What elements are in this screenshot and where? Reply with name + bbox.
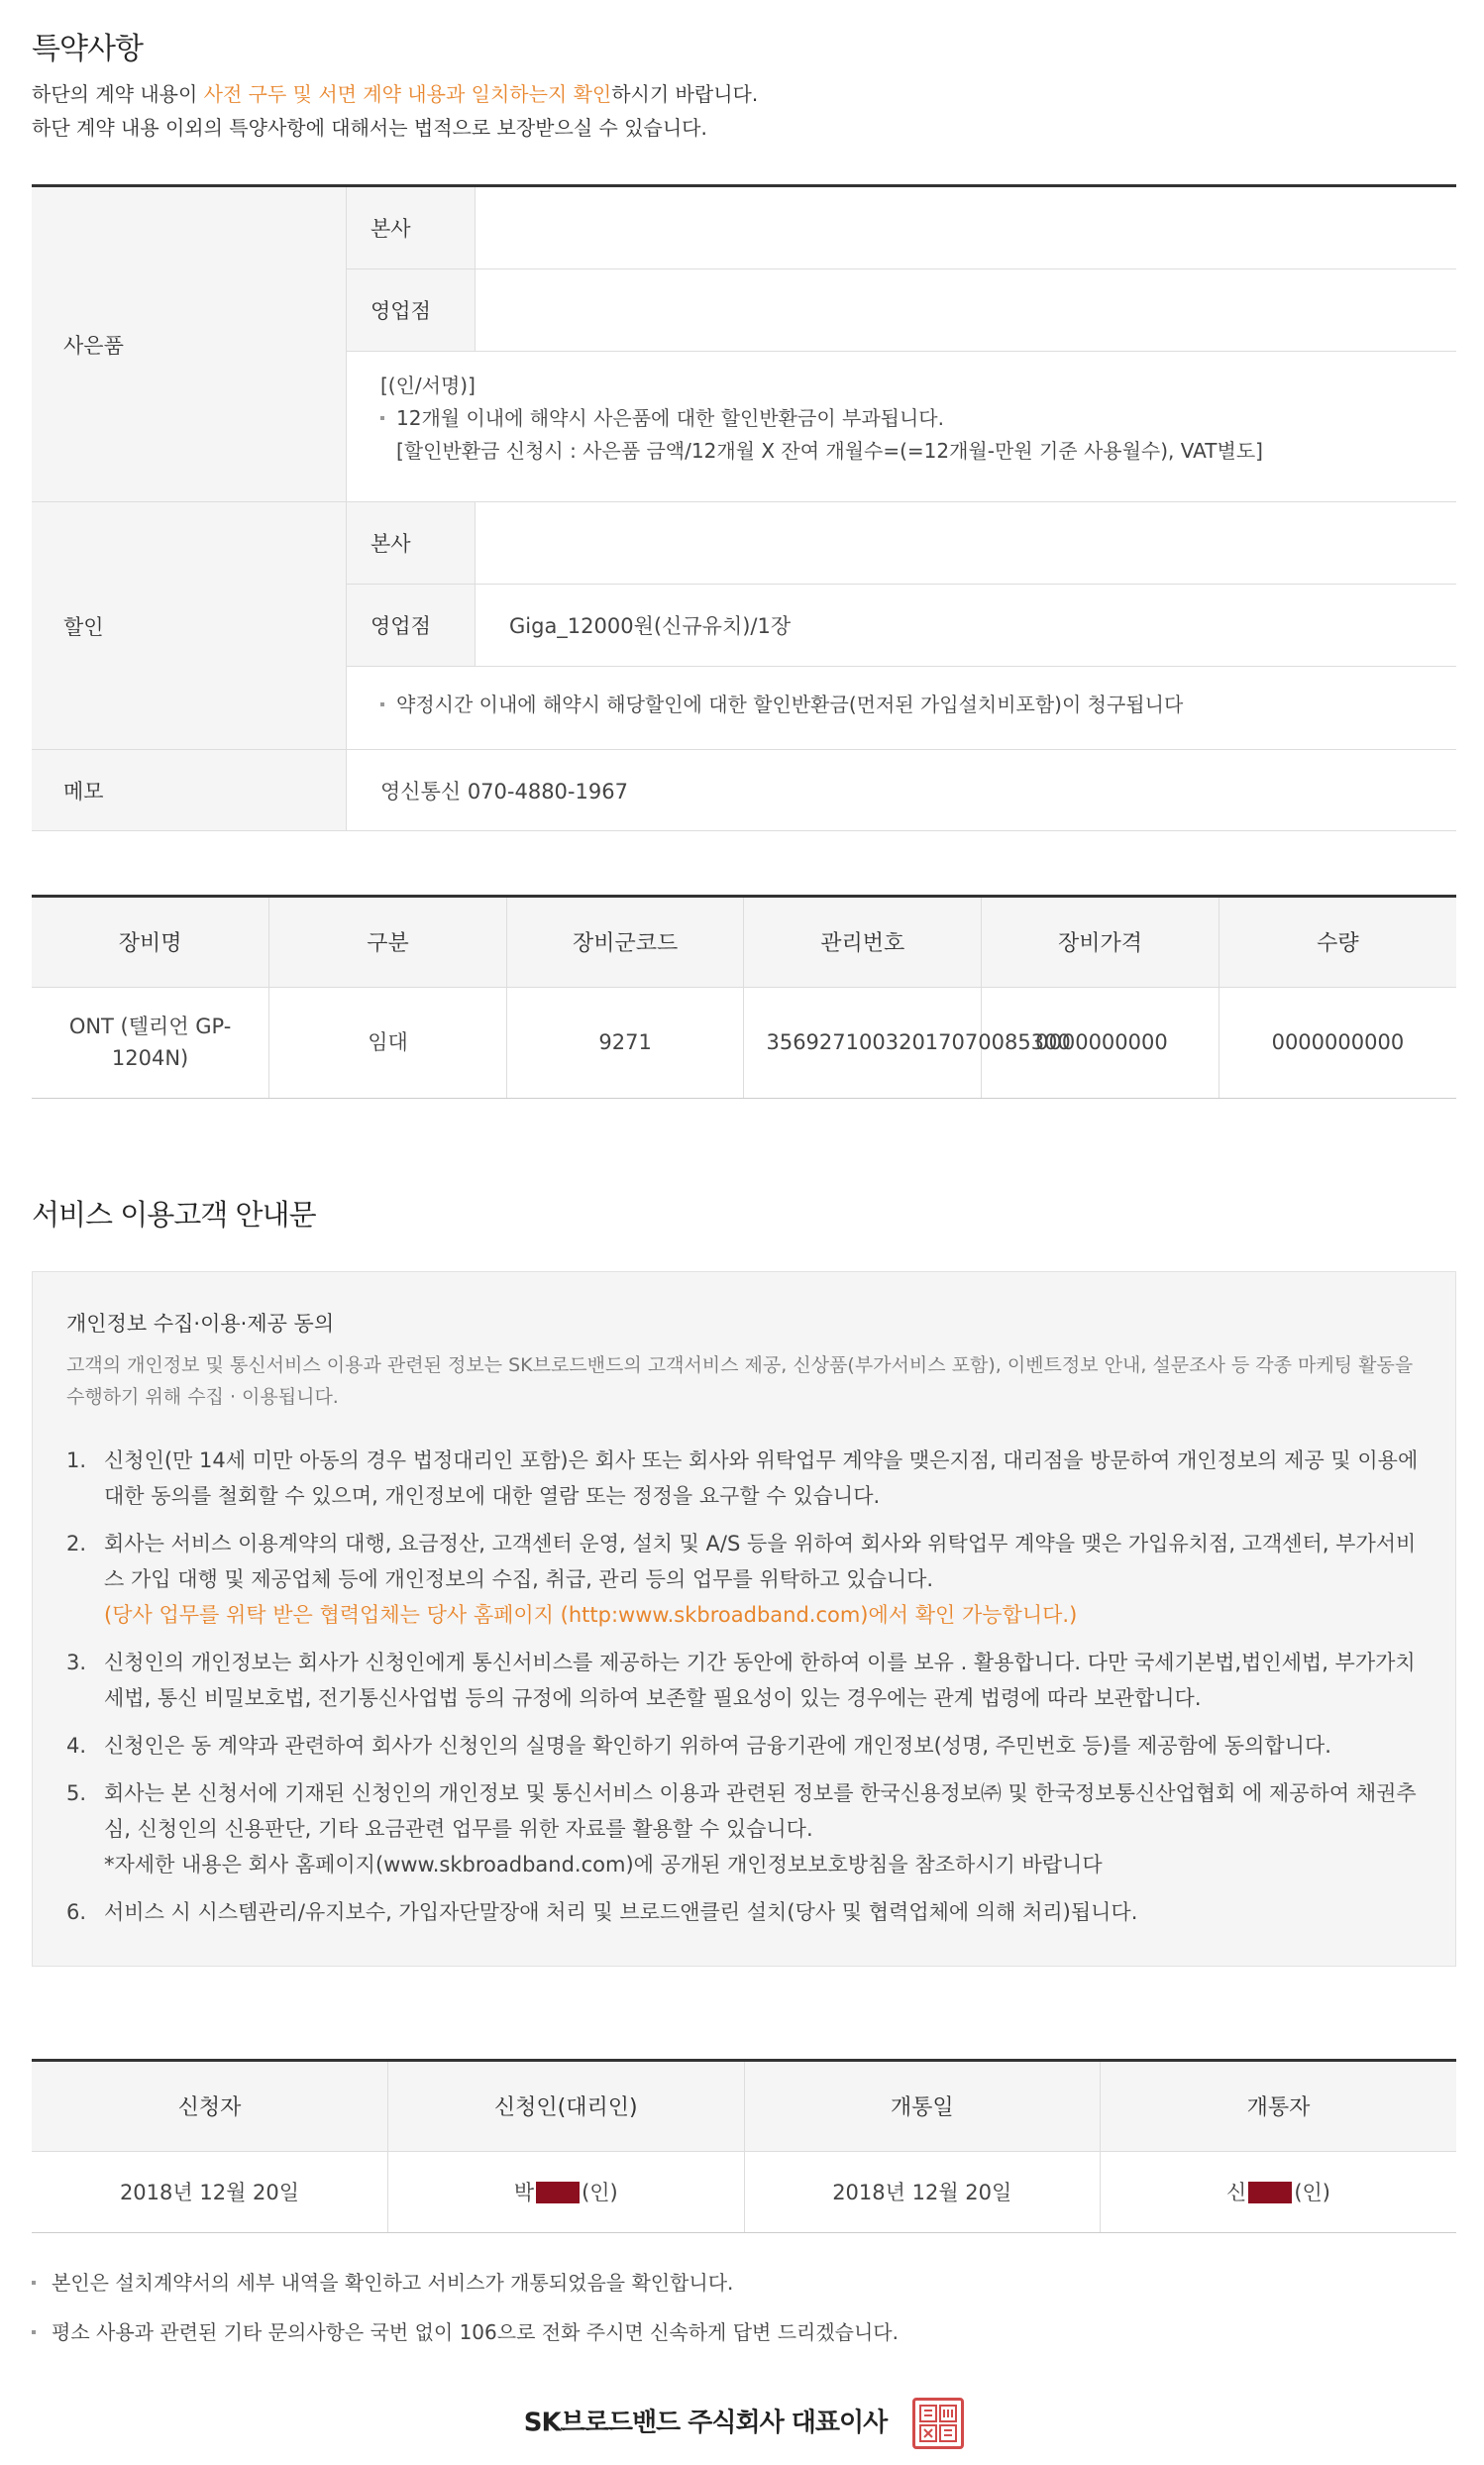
opening-header-opener: 개통자 [1101,2062,1457,2151]
list-item [66,1645,1422,1716]
applicant-date: 2018년 12월 20일 [32,2151,388,2232]
list-item-number: 4. [66,1734,87,1758]
list-item [66,1894,1422,1930]
discount-branch-value: Giga_12000원(신규유치)/1장 [509,614,792,638]
discount-note-text: 약정시간 이내에 해약시 해당할인에 대한 할인반환금(먼저된 가입설치비포함)이 청구됩니다 [396,693,1184,716]
discount-hq-label: 본사 [347,502,476,584]
gift-note [347,352,1456,468]
list-item-text: 회사는 본 신청서에 기재된 신청인의 개인정보 및 통신서비스 이용과 관련된 정보를 한국신용정보㈜ 및 한국정보통신산업협회 에 제공하여 채권추심, 신청인의 신용판단, 기타 요금관련 업무를 위한 자료를 활용할 수 있습니다. [104,1781,1417,1841]
intro-prefix: 하단의 계약 내용이 [32,82,204,106]
list-item-number: 6. [66,1900,87,1924]
privacy-consent-title: 개인정보 수집·이용·제공 동의 [66,1312,335,1336]
list-item [66,1728,1422,1764]
intro-line-2: 하단 계약 내용 이외의 특양사항에 대해서는 법적으로 보장받으실 수 있습니다. [32,116,707,140]
equip-price-text: 0000000000 [1035,1030,1168,1055]
equip-header-name: 장비명 [32,898,269,987]
equip-group-code: 9271 [506,987,744,1098]
gift-note-line1-text: 12개월 이내에 해약시 사은품에 대한 할인반환금이 부과됩니다. [396,406,944,430]
equipment-table [32,895,1456,1099]
footer-note-1 [32,2267,733,2296]
equip-qty: 0000000000 [1219,987,1456,1098]
footer-note-2 [32,2316,899,2345]
ceo-title: SK브로드밴드 주식회사 대표이사 [523,2408,888,2438]
footer-note-1-text: 본인은 설치계약서의 세부 내역을 확인하고 서비스가 개통되었음을 확인합니다. [52,2271,734,2295]
gift-note-sign: [(인/서명)] [380,374,476,397]
agent-signature [388,2151,745,2232]
equip-header-qty: 수량 [1219,898,1456,987]
opening-header-row [32,2062,1456,2151]
seal-stamp-graphic [917,2403,959,2444]
bullet-icon [380,702,384,706]
memo-value: 영신통신 070-4880-1967 [380,779,628,804]
opening-header-open-date: 개통일 [744,2062,1101,2151]
discount-branch-row [347,585,1456,667]
gift-branch-row [347,269,1456,352]
gift-note-line1 [380,402,1456,435]
opener-signature [1101,2151,1457,2232]
redaction-block [1248,2182,1292,2203]
opener-name-prefix: 신 [1226,2181,1247,2205]
privacy-consent-desc: 고객의 개인정보 및 통신서비스 이용과 관련된 정보는 SK브로드밴드의 고객서비스 제공, 신상품(부가서비스 포함), 이벤트정보 안내, 설문조사 등 각종 마케팅 활동을 수행하기 위해 수집 · 이용됩니다. [66,1354,1414,1408]
discount-hq-row [347,502,1456,585]
equip-header-group-code: 장비군코드 [506,898,744,987]
gift-hq-row [347,187,1456,269]
bullet-icon [32,2281,36,2285]
open-date: 2018년 12월 20일 [744,2151,1101,2232]
list-item-number: 5. [66,1781,87,1805]
discount-branch-label: 영업점 [347,585,476,666]
intro-highlight: 사전 구두 및 서면 계약 내용과 일치하는지 확인 [203,82,612,106]
equip-header-price: 장비가격 [982,898,1219,987]
list-item-text: 신청인의 개인정보는 회사가 신청인에게 통신서비스를 제공하는 기간 동안에 한하여 이를 보유 . 활용합니다. 다만 국세기본법,법인세법, 부가가치세법, 통신 비밀보호법, 전기통신사업법 등의 규정에 의하여 보존할 필요성이 있는 경우에는 관계 법령에 따라 보관합니다. [104,1651,1416,1710]
gift-branch-label: 영업점 [347,269,476,351]
bullet-icon [380,416,384,420]
discount-row [32,502,1456,750]
table-row [32,987,1456,1098]
list-item-text: 회사는 서비스 이용계약의 대행, 요금정산, 고객센터 운영, 설치 및 A/S 등을 위하여 회사와 위탁업무 계약을 맺은 가입유치점, 고객센터, 부가서비스 가입 대행 및 제공업체 등에 개인정보의 수집, 취급, 관리 등의 업무를 위탁하고 있습니다. [104,1532,1417,1591]
list-item-number: 2. [66,1532,87,1555]
equipment-header-row [32,898,1456,987]
ceo-signature-line [32,2398,1456,2449]
discount-hq-value [476,502,1456,584]
list-item-text: 서비스 시 시스템관리/유지보수, 가입자단말장애 처리 및 브로드앤클린 설치(당사 및 협력업체에 의해 처리)됩니다. [104,1900,1138,1924]
discount-body [347,502,1456,749]
memo-body [347,750,1456,830]
memo-row [32,750,1456,831]
equip-header-type: 구분 [269,898,507,987]
privacy-consent-list [66,1443,1422,1930]
special-terms-title: 특약사항 [32,32,143,66]
bullet-icon [32,2330,36,2334]
equip-type: 임대 [269,987,507,1098]
opener-seal-mark: (인) [1294,2181,1330,2205]
intro-line-1 [32,77,758,111]
gift-branch-value [476,269,1456,351]
opening-header-applicant: 신청자 [32,2062,388,2151]
agent-name-prefix: 박 [513,2181,535,2205]
opening-header-agent: 신청인(대리인) [388,2062,745,2151]
footer-note-2-text: 평소 사용과 관련된 기타 문의사항은 국번 없이 106으로 전화 주시면 신속하게 답변 드리겠습니다. [52,2320,899,2344]
gift-note-line2: [할인반환금 신청시 : 사은품 금액/12개월 X 잔여 개월수=(=12개월-만원 기준 사용월수), VAT별도] [396,439,1263,463]
equip-name-text: ONT (텔리언 GP-1204N) [68,1015,232,1071]
intro-suffix: 하시기 바랍니다. [611,82,759,106]
list-item-number: 1. [66,1448,87,1472]
privacy-consent-box [32,1271,1456,1967]
list-item [66,1443,1422,1514]
discount-label: 할인 [32,502,347,749]
discount-note [347,667,1456,721]
equip-mgmt-no [744,987,1071,1098]
gift-body [347,187,1456,501]
list-item [66,1526,1422,1633]
list-item-number: 3. [66,1651,87,1674]
redaction-block [536,2182,580,2203]
opening-table [32,2059,1456,2233]
table-row [32,2151,1456,2232]
equip-mgmt-no-text: 35692710032017070085300 [766,1030,1071,1055]
special-terms-table [32,184,1456,831]
special-terms-intro [32,77,758,145]
list-item-text: 신청인(만 14세 미만 아동의 경우 법정대리인 포함)은 회사 또는 회사와 위탁업무 계약을 맺은지점, 대리점을 방문하여 개인정보의 제공 및 이용에 대한 동의를 철회할 수 있으며, 개인정보에 대한 열람 또는 정정을 요구할 수 있습니다. [104,1448,1419,1508]
partner-link-note: (당사 업무를 위탁 받은 협력업체는 당사 홈페이지 (http:www.skbroadband.com)에서 확인 가능합니다.) [104,1603,1078,1627]
equip-header-mgmt-no: 관리번호 [744,898,982,987]
list-item-text: 신청인은 동 계약과 관련하여 회사가 신청인의 실명을 확인하기 위하여 금융기관에 개인정보(성명, 주민번호 등)를 제공함에 동의합니다. [104,1734,1331,1758]
service-guide-title: 서비스 이용고객 안내문 [32,1198,316,1232]
gift-hq-value [476,187,1456,268]
memo-label: 메모 [32,750,347,830]
gift-row [32,187,1456,502]
seal-stamp-icon [912,2398,964,2449]
equip-name [32,987,269,1098]
privacy-policy-note: *자세한 내용은 회사 홈페이지(www.skbroadband.com)에 공개된 개인정보보호방침을 참조하시기 바랍니다 [104,1853,1103,1876]
list-item [66,1775,1422,1882]
gift-hq-label: 본사 [347,187,476,268]
agent-seal-mark: (인) [582,2181,618,2205]
gift-label: 사은품 [32,187,347,501]
